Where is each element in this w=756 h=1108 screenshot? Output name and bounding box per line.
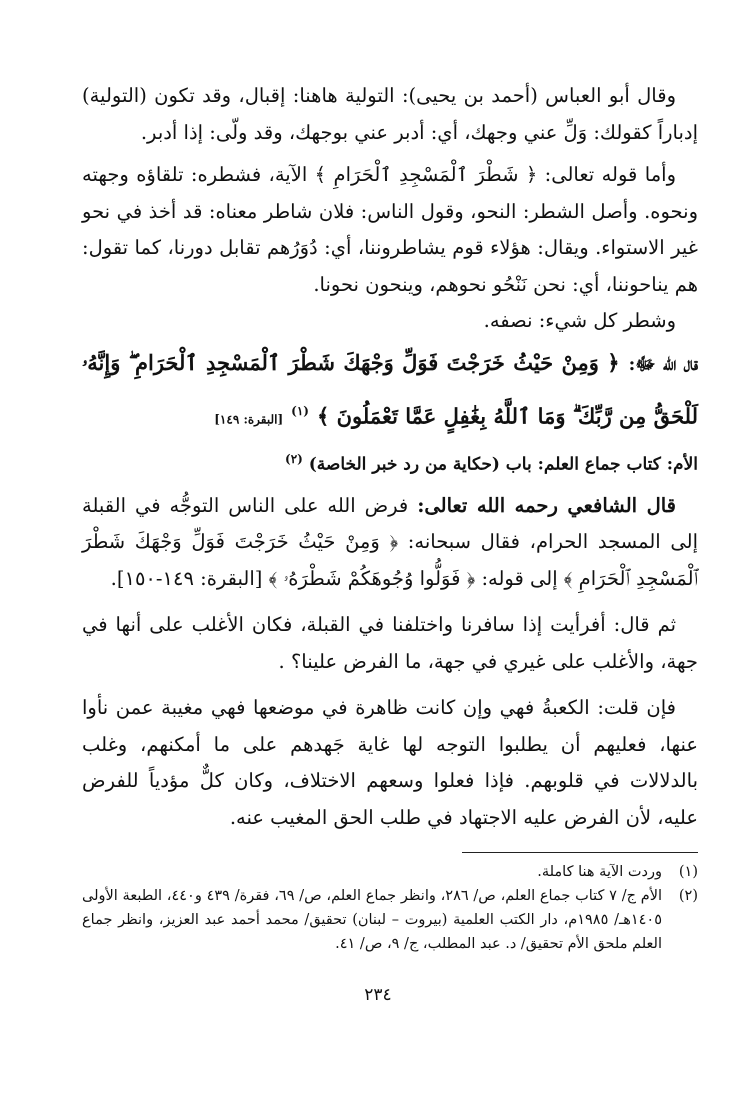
answer-lead: فإن قلت:: [597, 696, 676, 720]
verse-lead: قال الله ﷻ:: [628, 353, 699, 375]
paragraph-answer: [82, 690, 698, 836]
footnote-text: الأم ج/ ٧ كتاب جماع العلم، ص/ ٢٨٦، وانظر جماع العلم، ص/ ٦٩، فقرة/ ٤٣٩ و٤٤٠، الطبعة الأولى ١٤٠٥هـ/ ١٩٨٥م، دار الكتب العلمية (بيروت – لبنان) تحقيق/ محمد أحمد عبد العزيز، وانظر جماع العلم ملحق الأم تحقيق/ د. عبد المطلب، ج/ ٩، ص/ ٤١.: [82, 888, 663, 952]
shafii-lead: قال الشافعي رحمه الله تعالى:: [417, 493, 677, 517]
page-number: ٢٣٤: [364, 985, 392, 1005]
verse-text: ﴿ وَمِنْ حَيْثُ خَرَجْتَ فَوَلِّ وَجْهَكَ شَطْرَ ٱلْمَسْجِدِ ٱلْحَرَامِ ۖ وَإِنَّهُۥ لَلْحَقُّ مِن رَّبِّكَ ۗ وَمَا ٱللَّهُ بِغَٰفِلٍ عَمَّا تَعْمَلُونَ ﴾: [82, 349, 698, 429]
paragraph-shatr: وأما قوله تعالى: ﴿ شَطْرَ ٱلْمَسْجِدِ ٱلْحَرَامِ ﴾ الآية، فشطره: تلقاؤه وجهته ونحوه. وأصل الشطر: النحو، وقول الناس: فلان شاطر معناه: قد أخذ في نحو غير الاستواء. ويقال: هؤلاء قوم يشاطروننا، أي: دُوَرُهم تقابل دورنا، كما تقول: هم يناحوننا، أي: نحن نَنْحُو نحوهم، وينحون نحونا.: [82, 163, 698, 296]
footnote-item: [82, 860, 698, 884]
paragraph-question: [82, 607, 698, 680]
footnote-text: وردت الآية هنا كاملة.: [537, 864, 662, 880]
umm-heading-line: [82, 442, 698, 482]
umm-heading: الأم: كتاب جماع العلم: باب (حكاية من رد خبر الخاصة): [308, 454, 698, 475]
answer-text: الكعبةُ فهي وإن كانت ظاهرة في موضعها فهي مغيبة عمن نأوا عنها، فعليهم أن يطلبوا التوجه لها غاية جَهدهم على ما أمكنهم، وغلب بالدلالات في قلوبهم. فإذا فعلوا وسعهم الاختلاف، وكان كلٌّ مؤدياً للفرض عليه، لأن الفرض عليه الاجتهاد في طلب الحق المغيب عنه.: [82, 696, 698, 829]
paragraph-shafii: [82, 488, 698, 598]
verse-footnote-mark: (١): [291, 403, 309, 418]
paragraph-tawliya: وقال أبو العباس (أحمد بن يحيى): التولية هاهنا: إقبال، وقد تكون (التولية) إدباراً كقولك: وَلِّ عني وجهك، أي: أدبر عني بوجهك، وقد ولّى: إذا أدبر.: [82, 84, 698, 144]
question-text: أفرأيت إذا سافرنا واختلفنا في القبلة، فكان الأغلب على أنها في جهة، والأغلب على غيري في جهة، ما الفرض علينا؟ .: [82, 613, 698, 673]
verse-reference: [البقرة: ١٤٩]: [214, 412, 284, 427]
footnote-number: (٢): [678, 888, 698, 904]
main-text: [82, 78, 698, 836]
footnotes: [82, 860, 698, 956]
shafii-text: فرض الله على الناس التوجُّه في القبلة إلى المسجد الحرام، فقال سبحانه: ﴿ وَمِنْ حَيْثُ خَرَجْتَ فَوَلِّ وَجْهَكَ شَطْرَ ٱلْمَسْجِدِ ٱلْحَرَامِ ﴾ إلى قوله: ﴿ فَوَلُّوا وُجُوهَكُمْ شَطْرَهُۥ ﴾ [البقرة: ١٤٩-١٥٠].: [82, 493, 698, 590]
question-lead: ثم قال:: [613, 613, 677, 637]
verse-block: [82, 340, 698, 443]
footnote-number: (١): [678, 864, 698, 880]
footnote-item: [82, 884, 698, 956]
umm-footnote-mark: (٢): [285, 452, 303, 467]
footnote-divider: [462, 852, 698, 853]
paragraph-half: وشطر كل شيء: نصفه.: [483, 309, 676, 332]
